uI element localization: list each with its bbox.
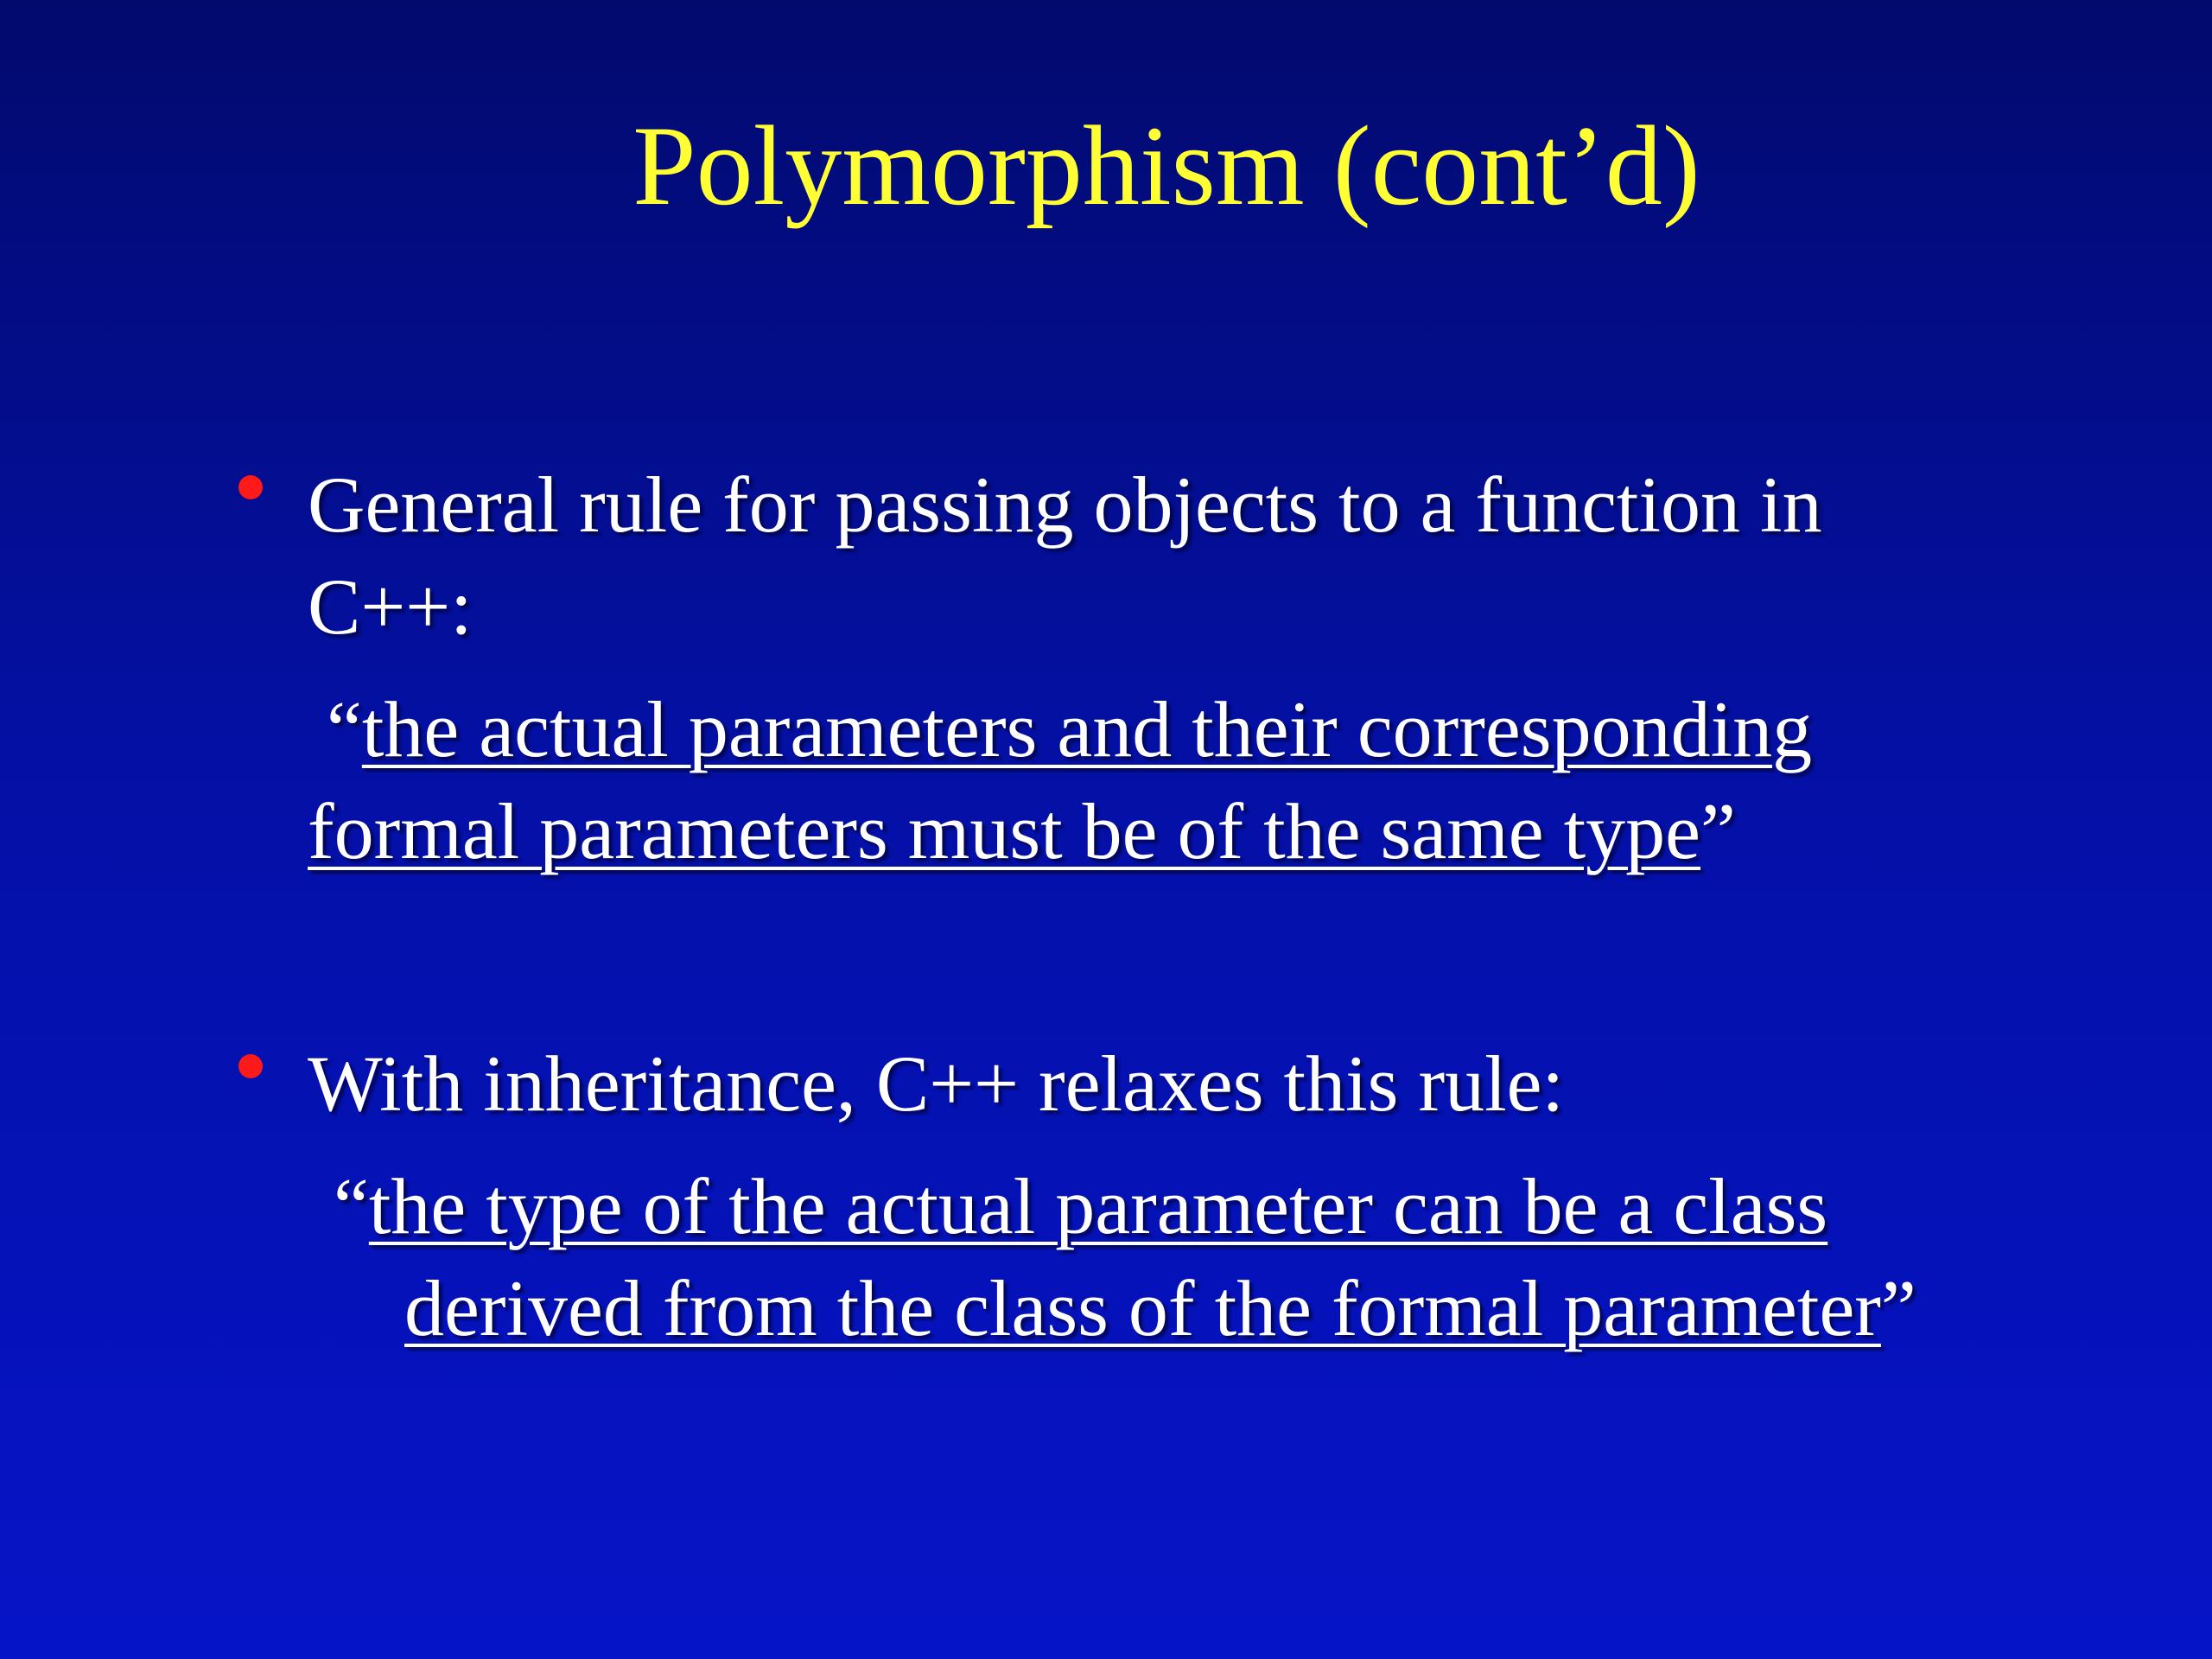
bullet-1-quote-line-1 xyxy=(327,678,1812,780)
bullet-icon xyxy=(238,475,263,499)
bullet-1-line-1: General rule for passing objects to a function in xyxy=(308,461,1822,549)
bullet-2-quote-line-2 xyxy=(404,1257,1916,1359)
close-quote: ” xyxy=(1700,787,1736,875)
bullet-1-quote-line-2 xyxy=(308,780,1736,882)
open-quote: “ xyxy=(327,685,362,773)
quote-text: derived from the class of the formal parameter xyxy=(404,1264,1881,1352)
bullet-2-quote-line-1 xyxy=(334,1155,1827,1257)
bullet-2-line-1: With inheritance, C++ relaxes this rule: xyxy=(308,1039,1565,1128)
close-quote: ” xyxy=(1880,1264,1916,1352)
slide-title: Polymorphism (cont’d) xyxy=(632,102,1700,229)
bullet-icon xyxy=(238,1054,263,1078)
quote-text: the type of the actual parameter can be a class xyxy=(368,1162,1828,1250)
quote-text: formal parameters must be of the same type xyxy=(308,787,1700,875)
bullet-1-line-2: C++: xyxy=(308,563,473,651)
open-quote: “ xyxy=(334,1162,369,1250)
quote-text: the actual parameters and their corresponding xyxy=(361,685,1813,773)
